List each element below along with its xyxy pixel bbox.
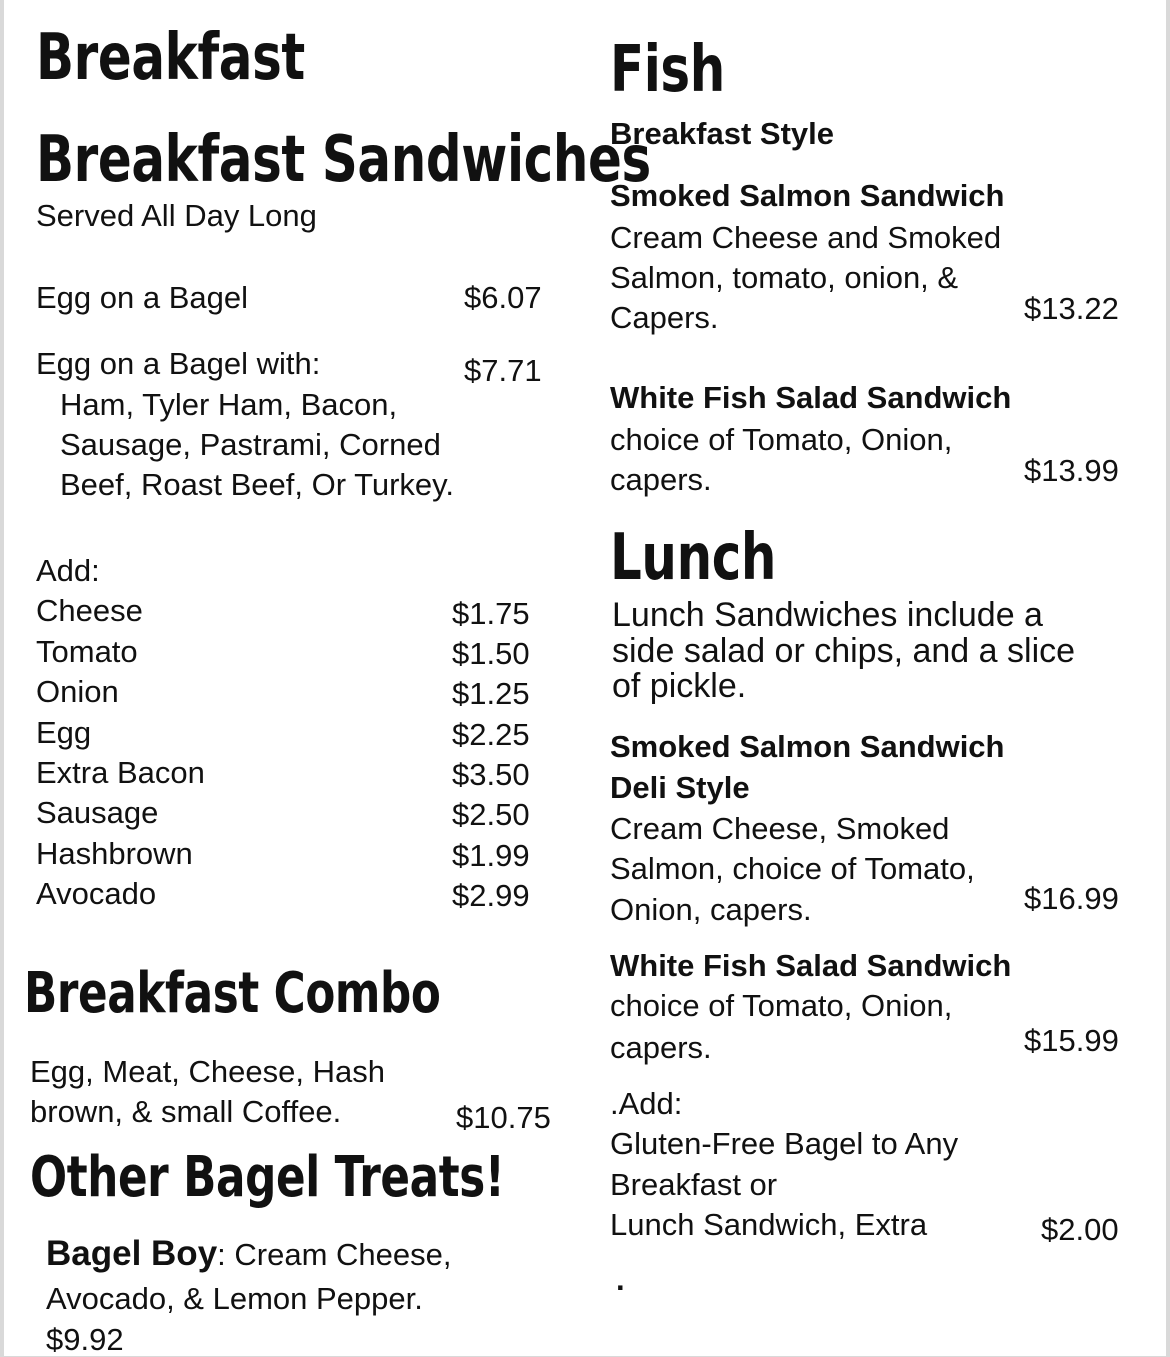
egg-bagel-with-desc-line: Ham, Tyler Ham, Bacon, <box>60 387 398 422</box>
salmon-bfast-price: $13.22 <box>1024 291 1119 326</box>
salmon-bfast-name: Smoked Salmon Sandwich <box>610 178 1005 213</box>
whitefish-bfast-name: White Fish Salad Sandwich <box>610 380 1012 415</box>
addon-name: Hashbrown <box>36 836 193 871</box>
addon-price: $2.25 <box>452 717 530 752</box>
egg-bagel-name: Egg on a Bagel <box>36 280 249 315</box>
salmon-deli-desc-line: Salmon, choice of Tomato, <box>610 851 975 886</box>
breakfast-heading: Breakfast <box>36 21 305 95</box>
whitefish-lunch-price: $15.99 <box>1024 1023 1119 1058</box>
whitefish-lunch-name: White Fish Salad Sandwich <box>610 948 1012 983</box>
egg-bagel-with-desc-line: Beef, Roast Beef, Or Turkey. <box>60 467 454 502</box>
addon-name: Tomato <box>36 634 138 669</box>
egg-bagel-price: $6.07 <box>464 280 542 315</box>
gluten-free-line: Gluten-Free Bagel to Any <box>610 1126 959 1161</box>
bagel-boy-price: $9.92 <box>46 1322 124 1357</box>
salmon-deli-desc-line: Cream Cheese, Smoked <box>610 811 950 846</box>
salmon-bfast-desc-line: Capers. <box>610 300 719 335</box>
addon-price: $1.75 <box>452 596 530 631</box>
breakfast-style-subheading: Breakfast Style <box>610 116 835 151</box>
served-all-day-subtitle: Served All Day Long <box>36 198 317 233</box>
whitefish-bfast-desc-line: capers. <box>610 462 712 497</box>
whitefish-lunch-desc-line: capers. <box>610 1030 712 1065</box>
breakfast-sandwiches-heading: Breakfast Sandwiches <box>36 123 651 197</box>
addon-name: Extra Bacon <box>36 755 205 790</box>
bagel-boy-line <box>46 1236 451 1271</box>
addon-price: $3.50 <box>452 757 530 792</box>
other-bagel-treats-heading: Other Bagel Treats! <box>30 1145 505 1210</box>
egg-bagel-with-name: Egg on a Bagel with: <box>36 346 321 381</box>
salmon-bfast-desc-line: Cream Cheese and Smoked <box>610 220 1002 255</box>
addon-name: Cheese <box>36 593 143 628</box>
combo-desc-line: brown, & small Coffee. <box>30 1094 342 1129</box>
gluten-free-line: Lunch Sandwich, Extra <box>610 1207 928 1242</box>
lunch-note-line: side salad or chips, and a slice <box>612 632 1076 670</box>
fish-heading: Fish <box>610 33 725 107</box>
whitefish-bfast-price: $13.99 <box>1024 453 1119 488</box>
lunch-note-line: of pickle. <box>612 667 747 705</box>
salmon-bfast-desc-line: Salmon, tomato, onion, & <box>610 260 959 295</box>
addon-name: Sausage <box>36 795 159 830</box>
gluten-free-line: Breakfast or <box>610 1167 778 1202</box>
salmon-deli-desc-line: Onion, capers. <box>610 892 812 927</box>
menu-page <box>4 0 1166 1356</box>
addon-price: $1.25 <box>452 676 530 711</box>
salmon-deli-name-line: Smoked Salmon Sandwich <box>610 729 1005 764</box>
right-add-label: .Add: <box>610 1086 683 1121</box>
lunch-heading: Lunch <box>610 521 777 595</box>
addon-name: Onion <box>36 674 119 709</box>
combo-price: $10.75 <box>456 1100 551 1135</box>
addon-price: $2.50 <box>452 797 530 832</box>
addon-price: $1.99 <box>452 838 530 873</box>
egg-bagel-with-desc-line: Sausage, Pastrami, Corned <box>60 427 441 462</box>
bagel-boy-name: Bagel Boy <box>46 1234 218 1273</box>
whitefish-lunch-desc-line: choice of Tomato, Onion, <box>610 988 953 1023</box>
salmon-deli-name-line: Deli Style <box>610 770 750 805</box>
addon-name: Avocado <box>36 876 157 911</box>
combo-desc-line: Egg, Meat, Cheese, Hash <box>30 1054 385 1089</box>
breakfast-combo-heading: Breakfast Combo <box>24 961 441 1026</box>
add-label: Add: <box>36 553 100 588</box>
lunch-note-line: Lunch Sandwiches include a <box>612 596 1043 634</box>
addon-price: $1.50 <box>452 636 530 671</box>
addon-name: Egg <box>36 715 92 750</box>
gluten-free-price: $2.00 <box>1041 1212 1119 1247</box>
salmon-deli-price: $16.99 <box>1024 881 1119 916</box>
addon-price: $2.99 <box>452 878 530 913</box>
bagel-boy-desc-line: Avocado, & Lemon Pepper. <box>46 1281 423 1316</box>
bagel-boy-desc: : Cream Cheese, <box>217 1237 452 1272</box>
egg-bagel-with-price: $7.71 <box>464 353 542 388</box>
trailing-dot: . <box>616 1262 625 1297</box>
whitefish-bfast-desc-line: choice of Tomato, Onion, <box>610 422 953 457</box>
